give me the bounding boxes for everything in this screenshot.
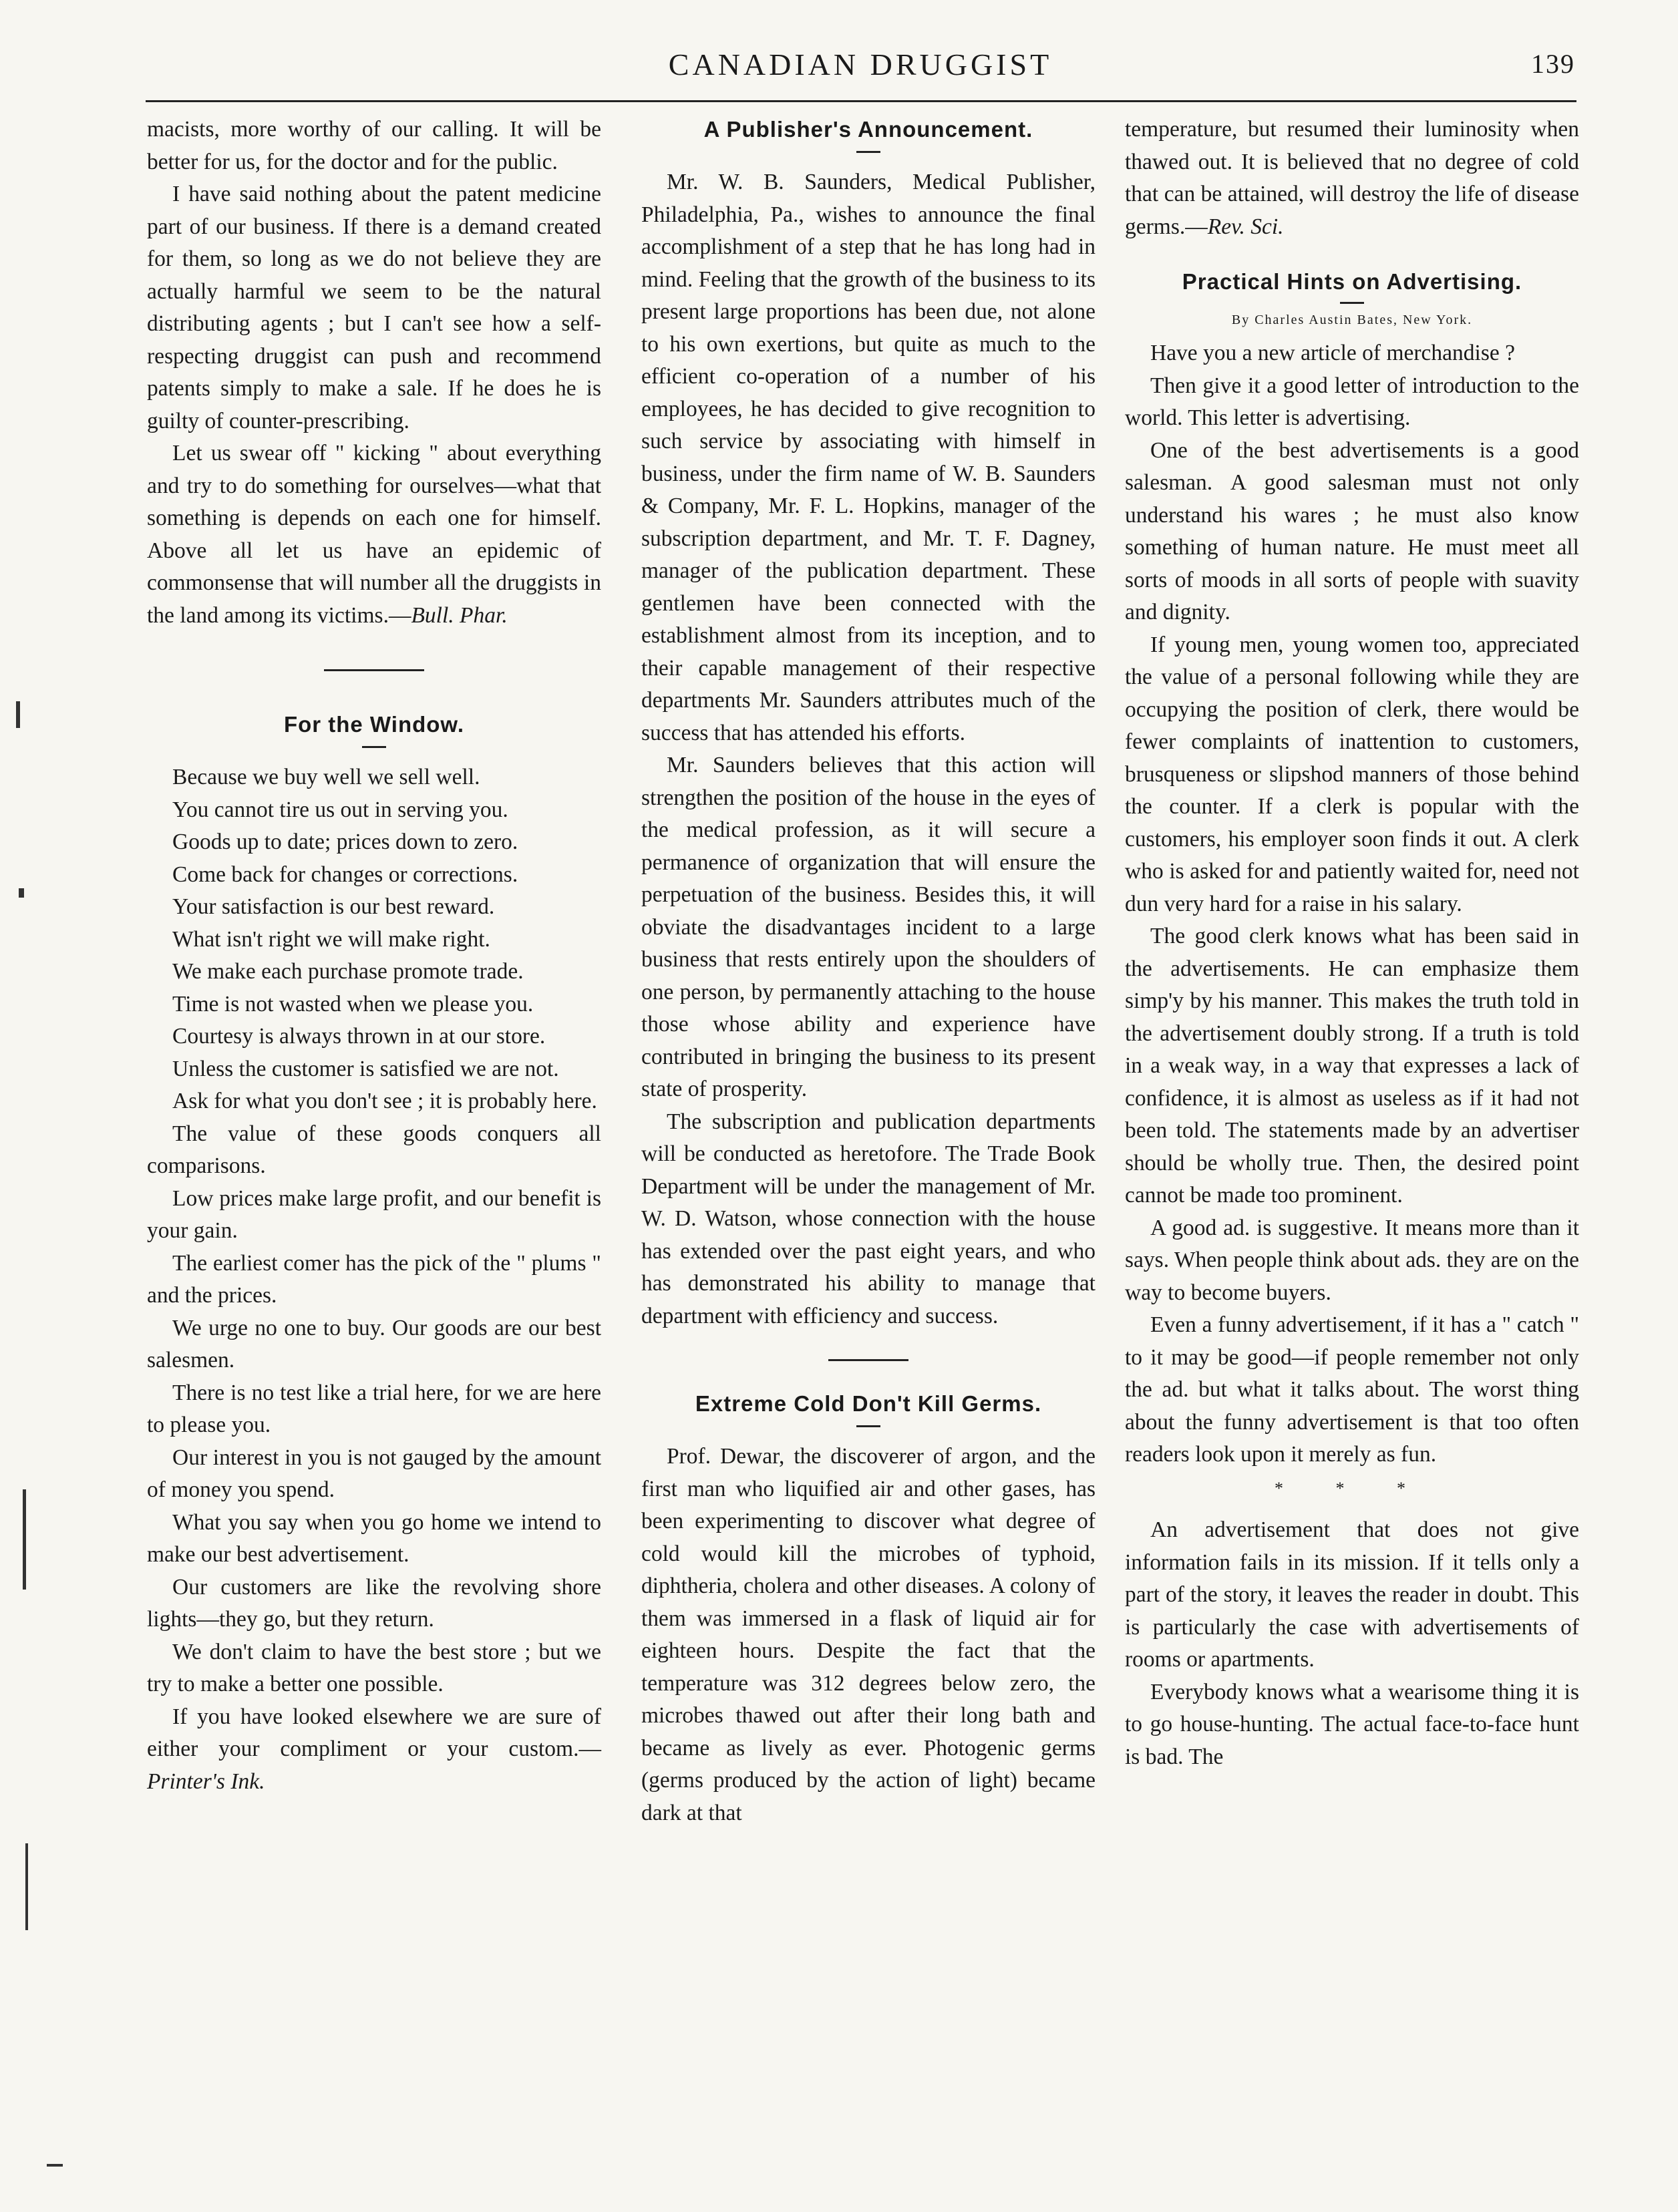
paragraph: macists, more worthy of our calling. It will be better for us, for the doctor and for the public. [147, 117, 601, 174]
source-citation: Printer's Ink. [147, 1769, 265, 1794]
slogan-line: We urge no one to buy. Our goods are our best salesmen. [147, 1315, 601, 1372]
slogan-line: You cannot tire us out in serving you. [172, 797, 508, 822]
slogan-line: What you say when you go home we intend to make our best advertisement. [147, 1509, 601, 1567]
column-2 [641, 114, 1096, 1829]
section-heading: Practical Hints on Advertising. [1182, 269, 1522, 294]
slogan-line: The earliest comer has the pick of the " plums " and the prices. [147, 1250, 601, 1308]
heading-dash [856, 1425, 880, 1427]
paragraph: Then give it a good letter of introduction to the world. This letter is advertising. [1125, 373, 1579, 430]
paragraph: A good ad. is suggestive. It means more than it says. When people think about ads. they are on the way to become buyers. [1125, 1215, 1579, 1305]
section-separator [324, 669, 424, 671]
section-heading: For the Window. [283, 712, 465, 737]
source-citation: Bull. Phar. [411, 602, 508, 628]
slogan-line: Our customers are like the revolving shore lights—they go, but they return. [147, 1574, 601, 1632]
scan-mark [19, 888, 24, 898]
slogan-line: We make each purchase promote trade. [172, 959, 524, 984]
scan-mark [25, 1843, 28, 1930]
section-heading: Extreme Cold Don't Kill Germs. [695, 1391, 1042, 1416]
slogan-line: Goods up to date; prices down to zero. [172, 830, 518, 854]
spacer [1125, 243, 1579, 266]
column-3 [1125, 114, 1579, 1773]
slogan-list [147, 761, 601, 1701]
section-stars: * * * [1275, 1478, 1430, 1498]
paragraph: If young men, young women too, appreciated the value of a personal following while they are occupying the position of clerk, there would be fewer complaints of inattention to customers, brusqueness or slipshod manners of those behind the counter. If a clerk is popular with the customers, his employer soon finds it out. A clerk who is asked for and patiently waited for, need not dun very hard for a raise in his salary. [1125, 632, 1579, 916]
scan-mark [23, 1489, 26, 1590]
section-heading: A Publisher's Announcement. [703, 117, 1033, 142]
paragraph-text: If you have looked elsewhere we are sure of either your compliment or your custom.— [147, 1704, 601, 1761]
running-title: CANADIAN DRUGGIST [668, 47, 1053, 81]
paragraph [1125, 114, 1579, 243]
section-separator [828, 1359, 908, 1361]
paragraph: Everybody knows what a wearisome thing it is to go house-hunting. The actual face-to-face hunt is bad. The [1125, 1679, 1579, 1769]
paragraph: One of the best advertisements is a good salesman. A good salesman must not only understand his wares ; he must also know something of human nature. He must meet all sorts of moods in all sorts of people with suavity and dignity. [1125, 437, 1579, 624]
scan-mark [47, 2164, 63, 2167]
scan-mark [16, 701, 20, 728]
paragraph [147, 437, 601, 632]
slogan-line: Courtesy is always thrown in at our store. [172, 1024, 546, 1049]
slogan-line: We don't claim to have the best store ; but we try to make a better one possible. [147, 1639, 601, 1696]
page-number: 139 [1531, 49, 1575, 79]
source-citation: Rev. Sci. [1207, 214, 1284, 239]
slogan-line: Low prices make large profit, and our benefit is your gain. [147, 1185, 601, 1243]
paragraph-text: temperature, but resumed their luminosity when thawed out. It is believed that no degree of cold that can be attained, will destroy the life of disease germs.— [1125, 117, 1579, 239]
slogan-line: Time is not wasted when we please you. [172, 991, 534, 1017]
slogan-line: The value of these goods conquers all comparisons. [147, 1121, 601, 1178]
heading-dash [856, 151, 880, 153]
header-rule [146, 100, 1576, 102]
paragraph: Even a funny advertisement, if it has a " catch " to it may be good—if people remember not only the ad. but what it talks about. The worst thing about the funny advertisement is that too often readers look upon it merely as fun. [1125, 1312, 1579, 1467]
paragraph: The good clerk knows what has been said in the advertisements. He can emphasize them simp'y by his manner. This makes the truth told in the advertisement doubly strong. If a truth is told in a weak way, in a way that expresses a lack of confidence, it is almost as useless as if it had not been told. The statements made by an advertiser should be wholly true. Then, the desired point cannot be made too prominent. [1125, 924, 1579, 1208]
heading-dash [1340, 302, 1364, 304]
slogan-line: Your satisfaction is our best reward. [172, 894, 495, 919]
paragraph-text: Let us swear off " kicking " about everything and try to do something for ourselves—what that something is depends on each one for himself. Above all let us have an epidemic of commonsense that will number all the druggists in the land among its victims.— [147, 441, 601, 628]
paragraph: Mr. Saunders believes that this action will strengthen the position of the house in the eyes of the medical profession, as it will secure a permanence of organization that will ensure the perpetuation of the business. Besides this, it will obviate the disadvantages incident to a large business that rests entirely upon the shoulders of one person, by permanently attaching to the house those whose ability and experience have contributed in bringing the business to its present state of prosperity. [641, 753, 1096, 1101]
heading-dash [362, 746, 386, 748]
paragraph: An advertisement that does not give information fails in its mission. If it tells only a part of the story, it leaves the reader in doubt. This is particularly the case with advertisements of rooms or apartments. [1125, 1517, 1579, 1672]
paragraph: Mr. W. B. Saunders, Medical Publisher, Philadelphia, Pa., wishes to announce the final accomplishment of a step that he has long had in mind. Feeling that the growth of the business to its present large proportions has been due, not alone to his own exertions, but quite as much to the efficient co-operation of a number of his employees, he has decided to give recognition to such service by associating with himself in business, under the firm name of W. B. Saunders & Company, Mr. F. L. Hopkins, manager of the subscription department, and Mr. T. F. Dagney, manager of the publication department. These gentlemen have been connected with the establishment almost from its inception, and to their capable management of their respective departments Mr. Saunders attributes much of the success that has attended his efforts. [641, 170, 1096, 745]
slogan-line: There is no test like a trial here, for we are here to please you. [147, 1380, 601, 1437]
paragraph: I have said nothing about the patent medicine part of our business. If there is a demand created for them, so long as we do not believe they are actually harmful we seem to be the natural distributing agents ; but I can't see how a self-respecting druggist can push and recommend patents simply to make a sale. If he does he is guilty of counter-prescribing. [147, 182, 601, 433]
byline: By Charles Austin Bates, New York. [1231, 313, 1473, 327]
page-header [146, 43, 1575, 102]
paragraph: The subscription and publication departments will be conducted as heretofore. The Trade Book Department will be under the management of Mr. W. D. Watson, whose connection with the house has extended over the past eight years, and who has demonstrated his ability to manage that department with efficiency and success. [641, 1109, 1096, 1328]
slogan-line: Ask for what you don't see ; it is probably here. [172, 1089, 597, 1113]
paragraph: Prof. Dewar, the discoverer of argon, and the first man who liquified air and other gases, has been experimenting to discover what degree of cold would kill the microbes of typhoid, diphtheria, cholera and other diseases. A colony of them was immersed in a flask of liquid air for eighteen hours. Despite the fact that the temperature was 312 degrees below zero, the microbes thawed out after their long bath and became as lively as ever. Photogenic germs (germs produced by the action of light) became dark at that [641, 1444, 1096, 1825]
column-1 [147, 114, 601, 1798]
slogan-line: Because we buy well we sell well. [172, 765, 480, 789]
paragraph: Have you a new article of merchandise ? [1150, 341, 1515, 365]
slogan-line: What isn't right we will make right. [172, 926, 490, 952]
slogan-line: Come back for changes or corrections. [172, 862, 518, 887]
slogan-line: Our interest in you is not gauged by the amount of money you spend. [147, 1445, 601, 1502]
slogan-line: Unless the customer is satisfied we are not. [172, 1056, 559, 1081]
paragraph [147, 1701, 601, 1799]
